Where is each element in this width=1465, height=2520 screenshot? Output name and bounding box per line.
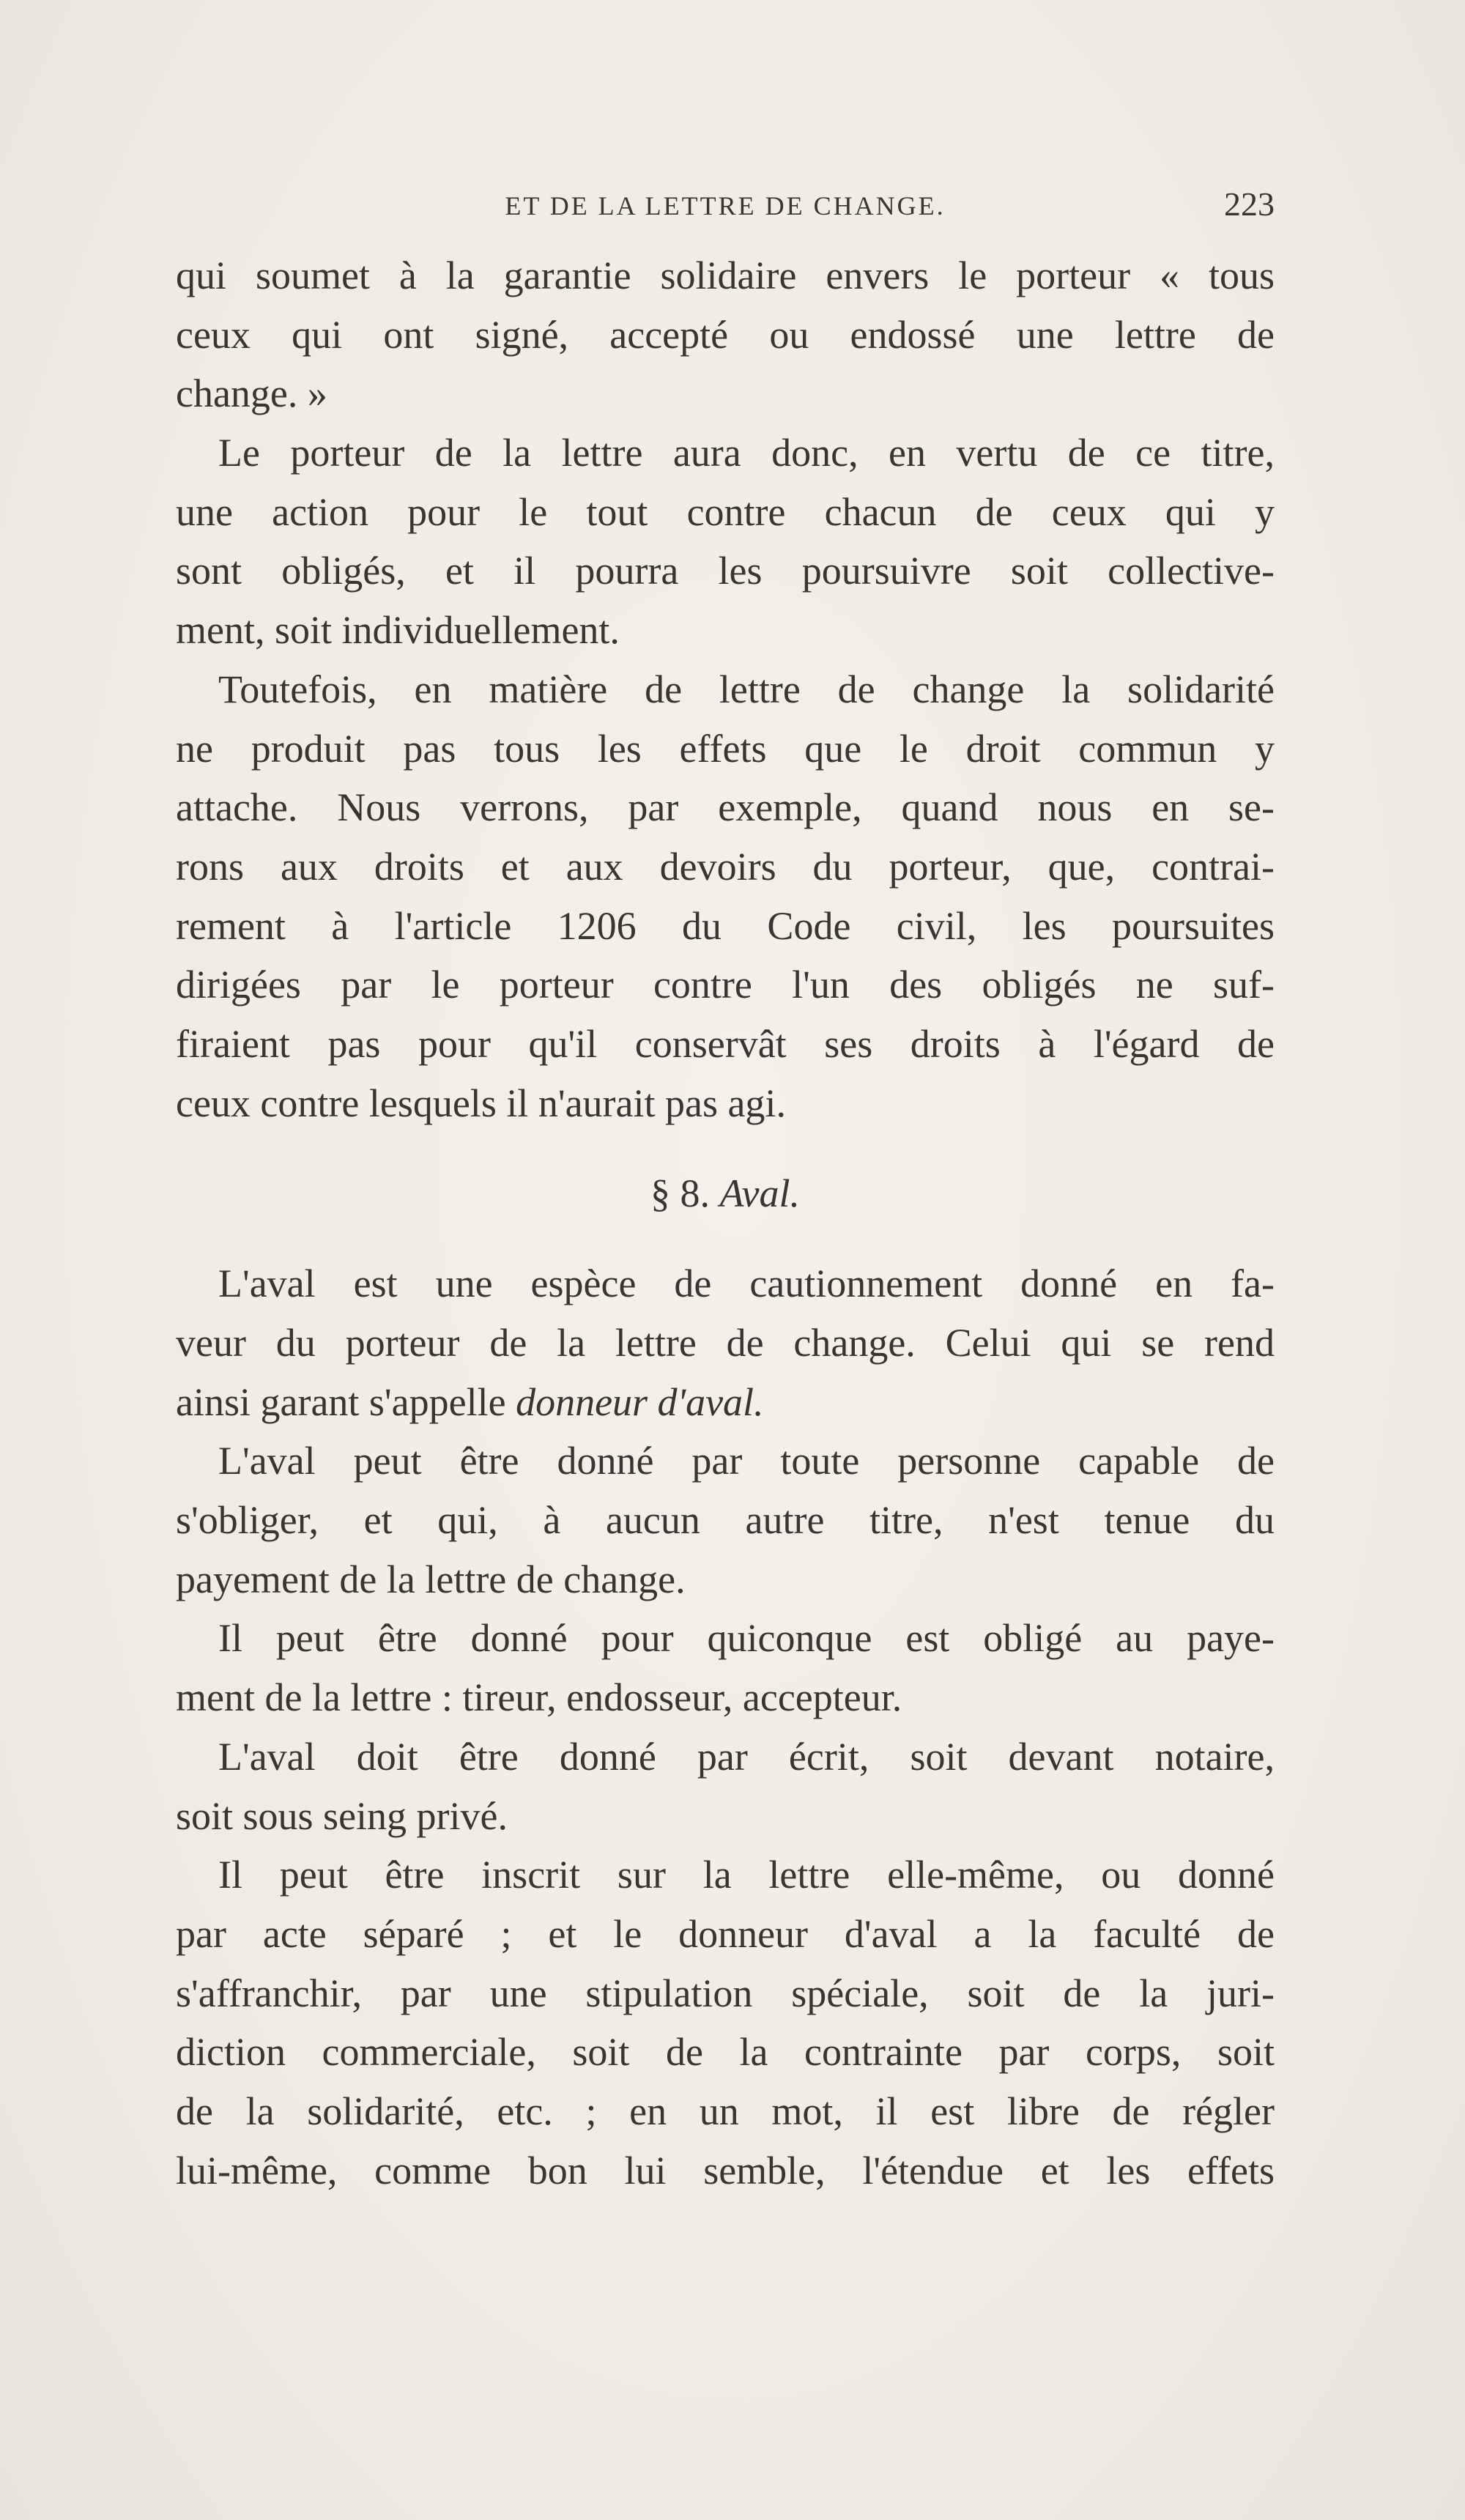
paragraph xyxy=(176,1254,1275,1431)
text-line: sont obligés, et il pourra les poursuivre soit collective- xyxy=(176,549,1275,593)
text-line: diction commerciale, soit de la contrainte par corps, soit xyxy=(176,2030,1275,2075)
paragraph xyxy=(176,246,1275,423)
text-line: s'obliger, et qui, à aucun autre titre, n'est tenue du xyxy=(176,1498,1275,1543)
text-line: par acte séparé ; et le donneur d'aval a la faculté de xyxy=(176,1911,1275,1956)
body-text xyxy=(176,246,1275,2200)
text-line: s'affranchir, par une stipulation spéciale, soit de la juri- xyxy=(176,1971,1275,2015)
paragraph xyxy=(176,1609,1275,1727)
text-line: ceux contre lesquels il n'aurait pas agi. xyxy=(176,1081,786,1125)
running-head xyxy=(176,182,1275,226)
text-line: attache. Nous verrons, par exemple, quand nous en se- xyxy=(176,785,1275,830)
page-number: 223 xyxy=(1224,185,1275,223)
text-line: rons aux droits et aux devoirs du porteur, que, contrai- xyxy=(176,844,1275,889)
paragraph xyxy=(176,660,1275,1133)
text-line: Le porteur de la lettre aura donc, en vertu de ce titre, xyxy=(218,431,1275,475)
text-line: L'aval peut être donné par toute personne capable de xyxy=(218,1439,1275,1483)
text-line: une action pour le tout contre chacun de ceux qui y xyxy=(176,489,1275,534)
text-line: ne produit pas tous les effets que le droit commun y xyxy=(176,726,1275,771)
section-heading xyxy=(176,1133,1275,1254)
text-line: ment de la lettre : tireur, endosseur, accepteur. xyxy=(176,1675,902,1720)
text-line: dirigées par le porteur contre l'un des obligés ne suf- xyxy=(176,963,1275,1007)
text-line: Il peut être donné pour quiconque est obligé au paye- xyxy=(218,1616,1275,1661)
paragraph xyxy=(176,1431,1275,1609)
text-line: de la solidarité, etc. ; en un mot, il est libre de régler xyxy=(176,2089,1275,2133)
text-line: Toutefois, en matière de lettre de change la solidarité xyxy=(218,667,1275,711)
text-line: L'aval est une espèce de cautionnement donné en fa- xyxy=(218,1261,1275,1306)
section-title: Aval. xyxy=(719,1171,800,1216)
text-line: ment, soit individuellement. xyxy=(176,608,620,653)
text-line: veur du porteur de la lettre de change. Celui qui se rend xyxy=(176,1321,1275,1365)
text-line: lui-même, comme bon lui semble, l'étendue et les effets xyxy=(176,2148,1275,2193)
text-line: firaient pas pour qu'il conservât ses droits à l'égard de xyxy=(176,1021,1275,1066)
text-line: qui soumet à la garantie solidaire envers le porteur « tous xyxy=(176,253,1275,297)
text-line: Il peut être inscrit sur la lettre elle-même, ou donné xyxy=(218,1853,1275,1897)
paragraph xyxy=(176,1727,1275,1845)
text-line: ceux qui ont signé, accepté ou endossé une lettre de xyxy=(176,312,1275,357)
section-number: § 8. xyxy=(650,1171,720,1216)
paragraph xyxy=(176,1845,1275,2200)
text-line: change. » xyxy=(176,371,327,416)
text-line: rement à l'article 1206 du Code civil, les poursuites xyxy=(176,903,1275,948)
text-line xyxy=(176,1373,1275,1432)
text-line: soit sous seing privé. xyxy=(176,1793,508,1838)
running-head-title: ET DE LA LETTRE DE CHANGE. xyxy=(505,191,946,220)
text-line: L'aval doit être donné par écrit, soit devant notaire, xyxy=(218,1734,1275,1779)
text-segment: ainsi garant s'appelle xyxy=(176,1379,516,1424)
italic-term: donneur d'aval. xyxy=(516,1379,764,1424)
text-line: payement de la lettre de change. xyxy=(176,1557,686,1601)
paragraph xyxy=(176,423,1275,660)
